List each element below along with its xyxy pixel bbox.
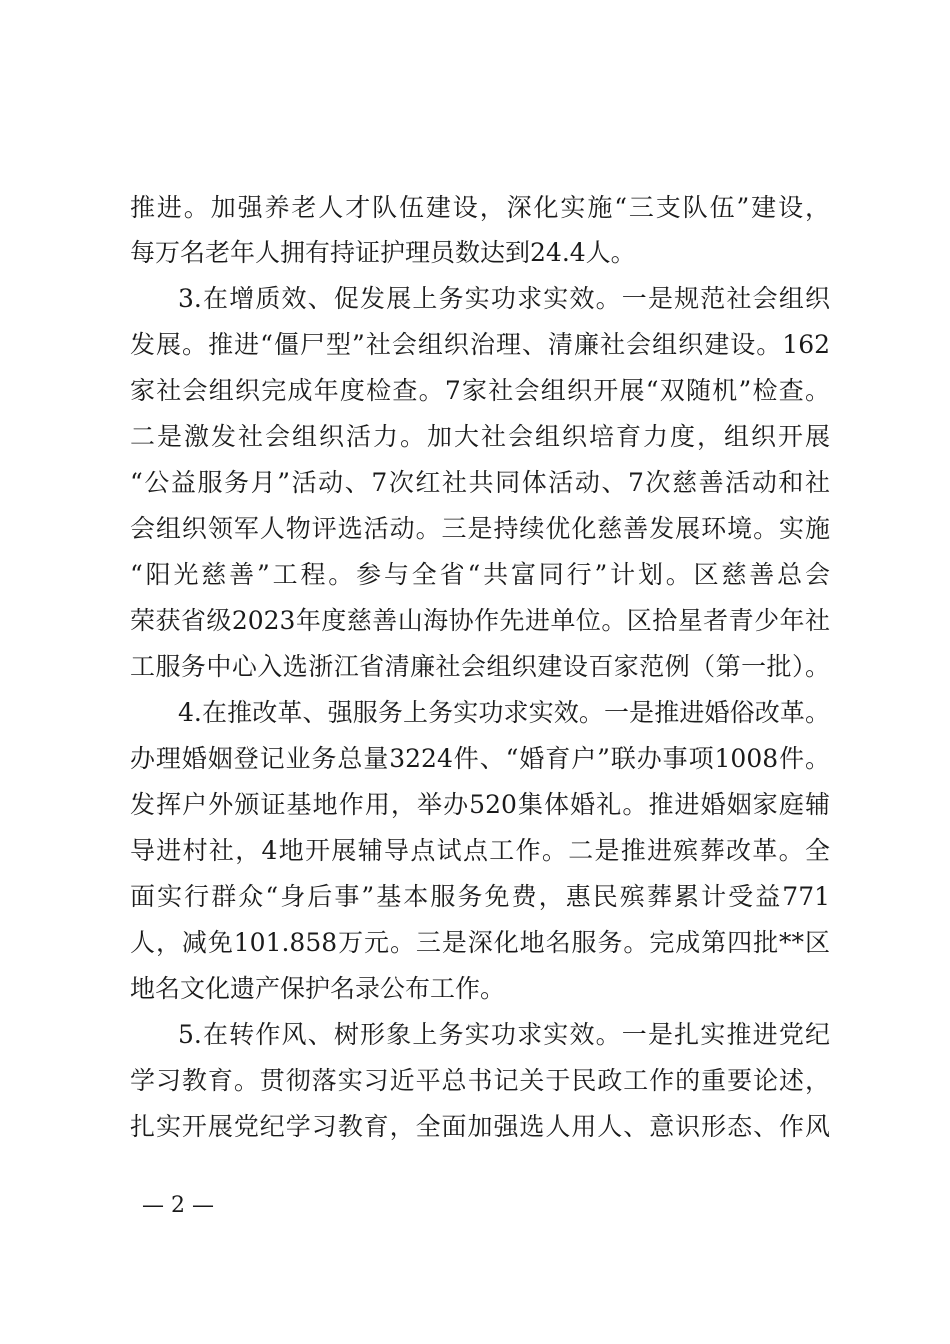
text-line: 办理婚姻登记业务总量3224件、“婚育户”联办事项1008件。: [130, 744, 830, 773]
text-line: 推进。加强养老人才队伍建设，深化实施“三支队伍”建设，: [130, 193, 830, 222]
text-line: 面实行群众“身后事”基本服务免费，惠民殡葬累计受益771: [130, 882, 830, 911]
section-heading-line: 3.在增质效、促发展上务实功求实效。一是规范社会组织: [178, 284, 830, 313]
text-line: 导进村社，4地开展辅导点试点工作。二是推进殡葬改革。全: [130, 836, 830, 865]
text-line: 扎实开展党纪学习教育，全面加强选人用人、意识形态、作风: [130, 1112, 830, 1141]
text-line: 工服务中心入选浙江省清廉社会组织建设百家范例（第一批）。: [130, 652, 830, 681]
section-heading-line: 5.在转作风、树形象上务实功求实效。一是扎实推进党纪: [178, 1020, 830, 1049]
text-line: 人，减免101.858万元。三是深化地名服务。完成第四批**区: [130, 928, 830, 957]
text-line: 每万名老年人拥有持证护理员数达到24.4人。: [130, 238, 636, 267]
text-line: 学习教育。贯彻落实习近平总书记关于民政工作的重要论述，: [130, 1066, 830, 1095]
text-line: 二是激发社会组织活力。加大社会组织培育力度，组织开展: [130, 422, 830, 451]
text-line: 地名文化遗产保护名录公布工作。: [130, 974, 506, 1003]
page-number: — 2 —: [142, 1193, 214, 1218]
text-line: 家社会组织完成年度检查。7家社会组织开展“双随机”检查。: [130, 376, 830, 405]
text-line: 发展。推进“僵尸型”社会组织治理、清廉社会组织建设。162: [130, 330, 830, 359]
text-line: 荣获省级2023年度慈善山海协作先进单位。区拾星者青少年社: [130, 606, 830, 635]
text-line: “公益服务月”活动、7次红社共同体活动、7次慈善活动和社: [130, 468, 830, 497]
section-heading-line: 4.在推改革、强服务上务实功求实效。一是推进婚俗改革。: [178, 698, 830, 727]
text-line: “阳光慈善”工程。参与全省“共富同行”计划。区慈善总会: [130, 560, 830, 589]
text-line: 会组织领军人物评选活动。三是持续优化慈善发展环境。实施: [130, 514, 830, 543]
text-line: 发挥户外颁证基地作用，举办520集体婚礼。推进婚姻家庭辅: [130, 790, 830, 819]
